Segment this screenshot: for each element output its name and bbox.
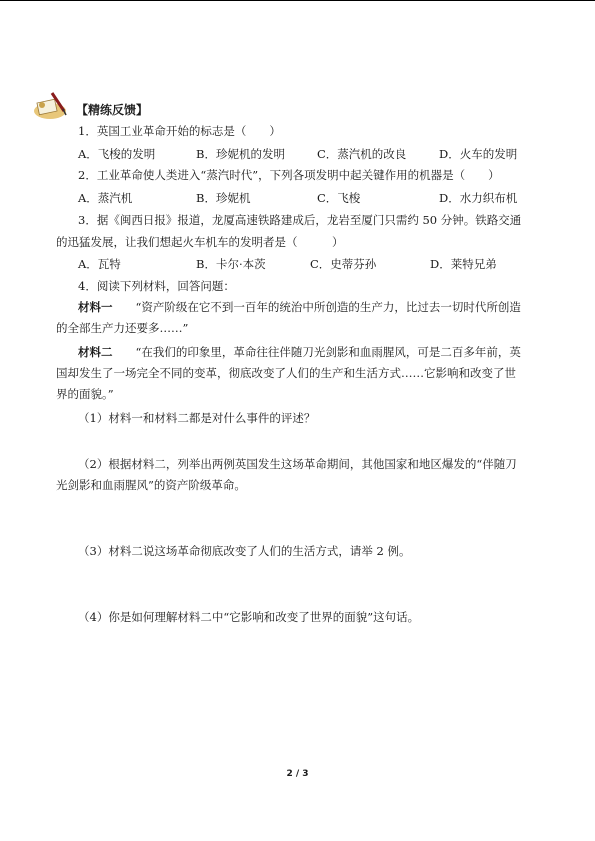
material-1-text: “资产阶级在它不到一百年的统治中所创造的生产力，比过去一切时代所创造 [112,300,521,314]
q2-option-c: C．飞梭 [317,191,361,205]
sub-question-2-line-2: 光剑影和血雨腥风”的资产阶级革命。 [56,478,246,492]
material-2-text: “在我们的印象里，革命往往伴随刀光剑影和血雨腥风，可是二百多年前，英 [112,345,521,359]
top-border [0,0,595,1]
question-3-line-1: 3．据《闽西日报》报道，龙厦高速铁路建成后，龙岩至厦门只需约 50 分钟。铁路交通 [78,213,522,227]
q3-option-d: D．莱特兄弟 [430,257,497,271]
material-2-line-3: 界的面貌。” [56,387,114,401]
question-4-intro: 4．阅读下列材料，回答问题： [78,279,235,293]
material-1-label: 材料一 [78,300,113,314]
material-2-line-2: 国却发生了一场完全不同的变革，彻底改变了人们的生产和生活方式……它影响和改变了世 [56,366,516,380]
page-number: 2 / 3 [286,769,309,779]
q3-option-a: A．瓦特 [78,257,121,271]
material-2-line-1 [78,344,521,360]
q3-option-b: B．卡尔·本茨 [196,257,266,271]
q2-option-d: D．水力织布机 [439,191,518,205]
sub-question-3: （3）材料二说这场革命彻底改变了人们的生活方式，请举 2 例。 [78,544,411,558]
pen-and-paper-icon [32,91,72,121]
q1-option-d: D．火车的发明 [439,147,518,161]
material-2-label: 材料二 [78,345,113,359]
question-1: 1．英国工业革命开始的标志是（ ） [78,124,281,138]
question-2: 2．工业革命使人类进入“蒸汽时代”，下列各项发明中起关键作用的机器是（ ） [78,168,500,182]
material-1-line-2: 的全部生产力还要多……” [56,321,189,335]
q3-option-c: C．史蒂芬孙 [310,257,377,271]
q1-option-c: C．蒸汽机的改良 [317,147,407,161]
question-3-line-2: 的迅猛发展，让我们想起火车机车的发明者是（ ） [56,235,344,249]
sub-question-4: （4）你是如何理解材料二中“它影响和改变了世界的面貌”这句话。 [78,610,420,624]
material-1-line-1 [78,299,521,315]
q1-option-a: A．飞梭的发明 [78,147,156,161]
section-title: 【精练反馈】 [76,103,149,117]
q1-option-b: B．珍妮机的发明 [196,147,285,161]
q2-option-a: A．蒸汽机 [78,191,133,205]
sub-question-2-line-1: （2）根据材料二，列举出两例英国发生这场革命期间，其他国家和地区爆发的“伴随刀 [78,457,517,471]
q2-option-b: B．珍妮机 [196,191,251,205]
sub-question-1: （1）材料一和材料二都是对什么事件的评述？ [78,411,316,425]
